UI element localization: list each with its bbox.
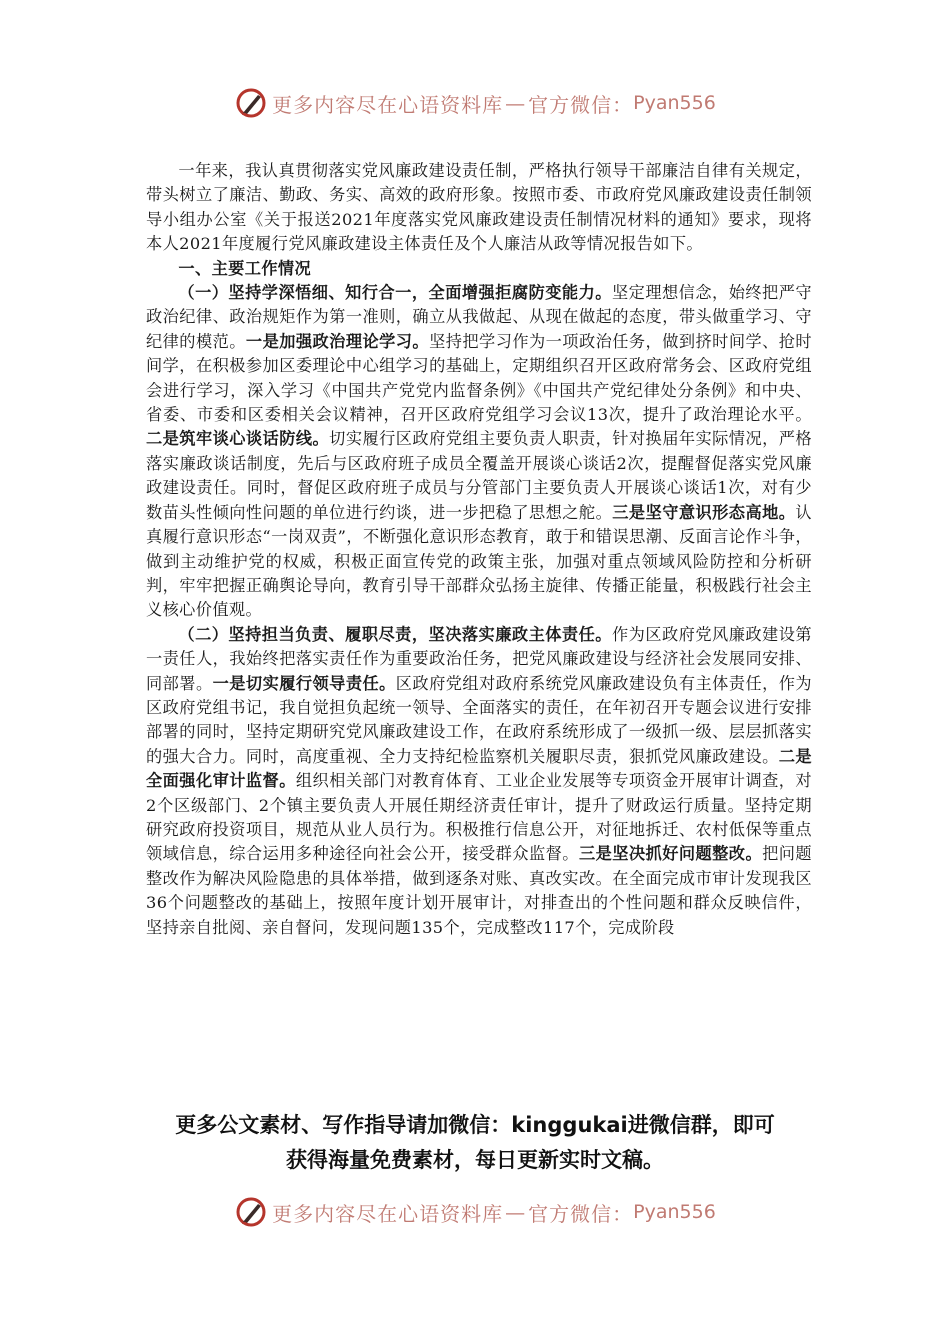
paragraph-1-point-1: 一是加强政治理论学习。	[245, 331, 430, 351]
banner-separator: —	[505, 91, 527, 115]
banner-separator: —	[505, 1200, 527, 1224]
paragraph-1-heading: （一）坚持学深悟细、知行合一，全面增强拒腐防变能力。	[178, 283, 612, 303]
paragraph-1-text-1: 坚定理想信念，始终把严守政治纪律、政治规矩作为第一准则，确立从我做起、从现在做起的态度，带头做重学习、守纪律的模范。	[146, 283, 812, 351]
banner-text: 更多内容尽在心语资料库	[272, 1201, 504, 1226]
banner-official-label: 官方微信：	[528, 1201, 634, 1226]
paragraph-1	[146, 281, 812, 623]
paragraph-2-text-1: 作为区政府党风廉政建设第一责任人，我始终把落实责任作为重要政治任务，把党风廉政建设与经济社会发展同安排、同部署。	[146, 624, 812, 693]
promo-line-1: 更多公文素材、写作指导请加微信：kinggukai进微信群，即可	[175, 1113, 775, 1137]
brush-pen-logo-icon	[234, 1195, 268, 1229]
paragraph-2-text-2: 区政府党组对政府系统党风廉政建设负有主体责任，作为区政府党组书记，我自觉担负起统一领导、全面落实的责任，在年初召开专题会议进行安排部署的同时，坚持定期研究党风廉政建设工作，在政府系统形成了一级抓一级、层层抓落实的强大合力。同时，高度重视、全力支持纪检监察机关履职尽责，狠抓党风廉政建设。	[146, 673, 812, 766]
banner-official-label: 官方微信：	[528, 92, 634, 117]
paragraph-1-point-3: 三是坚守意识形态高地。	[612, 502, 796, 522]
document-body	[146, 159, 813, 937]
intro-paragraph: 一年来，我认真贯彻落实党风廉政建设责任制，严格执行领导干部廉洁自律有关规定，带头树立了廉洁、勤政、务实、高效的政府形象。按照市委、市政府党风廉政建设责任制领导小组办公室《关于报送2021年度落实党风廉政建设责任制情况材料的通知》要求，现将本人2021年度履行党风廉政建设主体责任及个人廉洁从政等情况报告如下。	[146, 161, 812, 254]
promo-line-2: 获得海量免费素材，每日更新实时文稿。	[286, 1148, 664, 1172]
paragraph-2-text-4: 把问题整改作为解决风险隐患的具体举措，做到逐条对账、真改实改。在全面完成市审计发现我区36个问题整改的基础上，按照年度计划开展审计，对排查出的个性问题和群众反映信件，坚持亲自批阅、亲自督问，发现问题135个，完成整改117个，完成阶段	[146, 844, 812, 937]
brush-pen-logo-icon	[234, 86, 268, 120]
paragraph-1-text-3: 切实履行区政府党组主要负责人职责，针对换届年实际情况，严格落实廉政谈话制度，先后与区政府班子成员全覆盖开展谈心谈话2次，提醒督促落实党风廉政建设责任。同时，督促区政府班子成员与分管部门主要负责人开展谈心谈话1次，对有少数苗头性倾向性问题的单位进行约谈，进一步把稳了思想之舵。	[146, 429, 812, 522]
paragraph-2-text-3: 组织相关部门对教育体育、工业企业发展等专项资金开展审计调查，对2个区级部门、2个镇主要负责人开展任期经济责任审计，提升了财政运行质量。坚持定期研究政府投资项目，规范从业人员行为。积极推行信息公开，对征地拆迁、农村低保等重点领域信息，综合运用多种途径向社会公开，接受群众监督。	[146, 771, 812, 864]
banner-text: 更多内容尽在心语资料库	[272, 92, 504, 117]
watermark-banner-bottom	[0, 1192, 950, 1232]
section-heading: 一、主要工作情况	[178, 258, 312, 278]
promo-notice	[0, 1108, 950, 1178]
paragraph-2	[146, 623, 812, 937]
paragraph-2-heading: （二）坚持担当负责、履职尽责，坚决落实廉政主体责任。	[178, 624, 612, 644]
paragraph-2-point-2: 二是全面强化审计监督。	[146, 746, 812, 791]
paragraph-2-point-1: 一是切实履行领导责任。	[212, 673, 396, 693]
watermark-banner-top	[0, 83, 950, 123]
paragraph-2-point-3: 三是坚决抓好问题整改。	[578, 844, 763, 864]
banner-wechat-id: Pyan556	[633, 92, 716, 114]
paragraph-1-point-2: 二是筑牢谈心谈话防线。	[146, 429, 330, 449]
paragraph-1-text-4: 认真履行意识形态“一岗双责”，不断强化意识形态教育，敢于和错误思潮、反面言论作斗争，做到主动维护党的权威，积极正面宣传党的政策主张，加强对重点领域风险防控和分析研判，牢牢把握正确舆论导向，教育引导干部群众弘扬主旋律、传播正能量，积极践行社会主义核心价值观。	[146, 502, 812, 620]
paragraph-1-text-2: 坚持把学习作为一项政治任务，做到挤时间学、抢时间学，在积极参加区委理论中心组学习的基础上，定期组织召开区政府常务会、区政府党组会进行学习，深入学习《中国共产党党内监督条例》《中国共产党纪律处分条例》和中央、省委、市委和区委相关会议精神，召开区政府党组学习会议13次，提升了政治理论水平。	[146, 331, 813, 425]
banner-wechat-id: Pyan556	[633, 1201, 716, 1223]
